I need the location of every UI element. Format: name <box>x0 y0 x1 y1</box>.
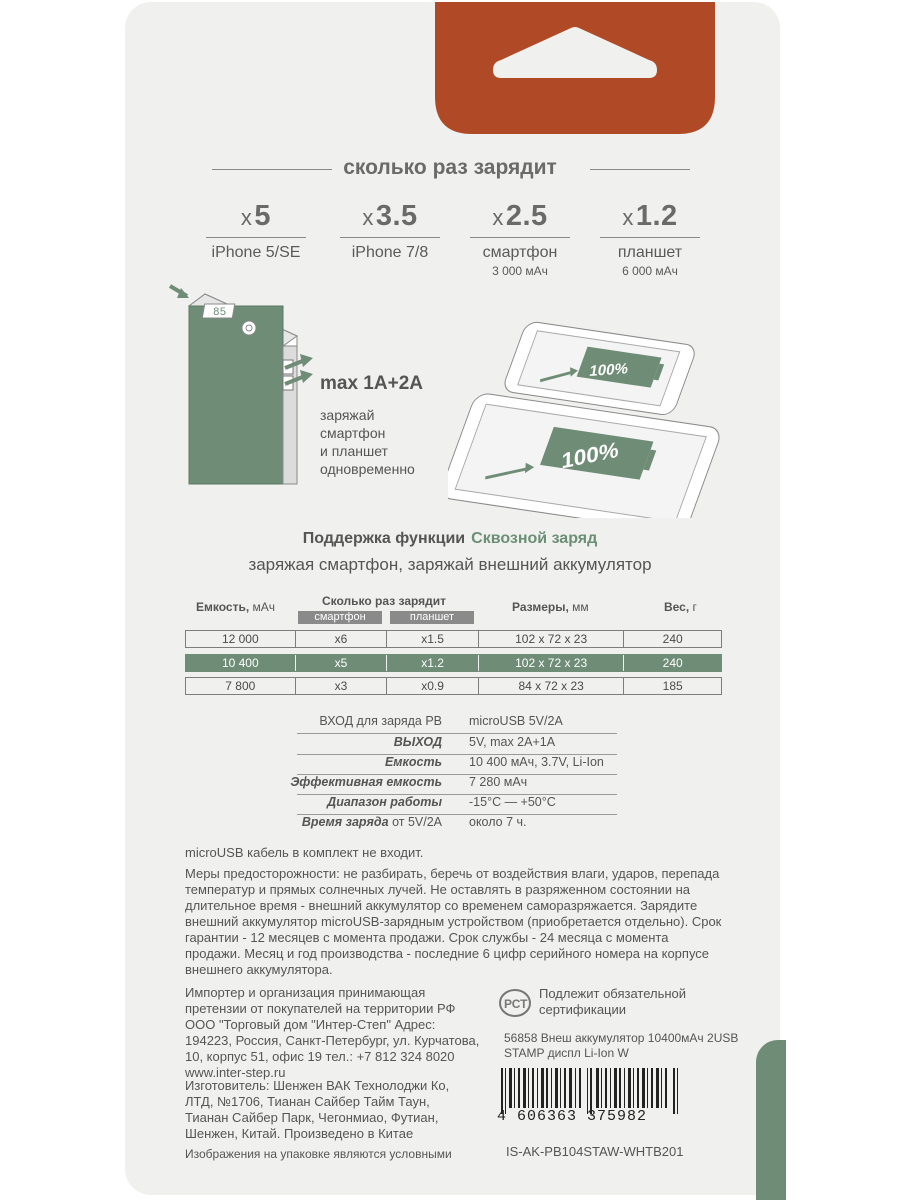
svg-text:РСТ: РСТ <box>504 997 528 1011</box>
phone-percent: 100% <box>588 360 630 380</box>
barcode-number: 4 606363 375982 <box>497 1108 648 1125</box>
spec-input: ВХОД для заряда PB microUSB 5V/2A <box>297 714 617 734</box>
heading-rule-right <box>590 169 690 170</box>
manufacturer-info: Изготовитель: Шенжен ВАК Технолоджи Ко, ЛТД, №1706, Тианан Сайбер Тайм Таун, Тианан Сайбер Парк, Чегонмиао, Футиан, Шенжен, Китай. Произведено в Китае <box>185 1078 450 1141</box>
certification-text: Подлежит обязательной сертификации <box>539 986 687 1017</box>
sku-code: IS-AK-PB104STAW-WHTB201 <box>506 1144 684 1159</box>
rst-certification-icon <box>498 988 532 1018</box>
charges-title: сколько раз зарядит <box>343 156 557 179</box>
table-row: 7 800 x3 x0.9 84 x 72 x 23 185 <box>185 677 722 695</box>
pill-smartphone: смартфон <box>298 611 382 624</box>
passthrough-heading: Поддержка функции Сквозной заряд <box>302 530 598 547</box>
powerbank-display: 85 <box>213 307 227 319</box>
powerbank-illustration <box>165 280 315 515</box>
green-edge-tab <box>756 1040 786 1200</box>
images-disclaimer: Изображения на упаковке являются условными <box>185 1147 452 1161</box>
spec-operating-range: Диапазон работы -15°C — +50°C <box>297 795 617 815</box>
product-name: 56858 Внеш аккумулятор 10400мАч 2USB STAMP диспл Li-Ion W <box>504 1031 739 1060</box>
tablet-percent: 100% <box>561 437 619 474</box>
charge-item-iphone7: x3.5 iPhone 7/8 <box>330 200 450 262</box>
max-output-label: max 1A+2A <box>320 373 423 394</box>
spec-capacity: Емкость 10 400 мАч, 3.7V, Li-Ion <box>297 755 617 775</box>
passthrough-accent: Сквозной заряд <box>471 530 598 547</box>
precautions-text: Меры предосторожности: не разбирать, беречь от воздействия влаги, ударов, перепада температур и прямых солнечных лучей. Не оставлять в разряженном состоянии на длительное время - внешний аккумулятор со временем саморазряжается. Зарядите внешний аккумулятор microUSB-зарядным устройством (приобретается отдельно). Срок гарантии - 12 месяцев с момента продажи. Срок службы - 24 месяца с момента продажи. Месяц и год производства - последние 6 цифр серийного номера на корпусе внешнего аккумулятора. <box>185 866 722 977</box>
spec-effective-capacity: Эффективная емкость 7 280 мАч <box>297 775 617 795</box>
spec-charge-time: Время заряда от 5V/2A около 7 ч. <box>301 815 527 829</box>
table-row-highlighted: 10 400 x5 x1.2 102 x 72 x 23 240 <box>185 654 722 672</box>
importer-info: Импортер и организация принимающая претензии от покупателей на территории РФ ООО "Торговый дом "Интер-Степ" Адрес: 194223, Россия, Санкт-Петербург, ул. Курчатова, 10, корпус 51, офис 19 тел.: +7 812 324 8020 www.inter-step.ru <box>185 985 480 1080</box>
table-header-capacity: Емкость, мАч <box>196 600 276 614</box>
charge-item-tablet: x1.2 планшет 6 000 мАч <box>590 200 710 278</box>
table-row: 12 000 x6 x1.5 102 x 72 x 23 240 <box>185 630 722 648</box>
hang-tab-icon <box>435 2 715 134</box>
cable-note: microUSB кабель в комплект не входит. <box>185 845 424 860</box>
passthrough-subtitle: заряжая смартфон, заряжай внешний аккумулятор <box>248 555 652 574</box>
charge-item-iphone5: x5 iPhone 5/SE <box>196 200 316 262</box>
simultaneous-note: заряжай смартфон и планшет одновременно <box>320 407 415 477</box>
spec-output: ВЫХОД 5V, max 2A+1A <box>297 735 617 755</box>
barcode <box>497 1068 687 1128</box>
table-header-size: Размеры, мм <box>512 600 589 614</box>
table-header-charges: Сколько раз зарядит <box>322 594 447 608</box>
devices-illustration <box>448 318 753 518</box>
charge-item-smartphone: x2.5 смартфон 3 000 мАч <box>460 200 580 278</box>
pill-tablet: планшет <box>390 611 474 624</box>
table-header-weight: Вес, г <box>664 600 697 614</box>
